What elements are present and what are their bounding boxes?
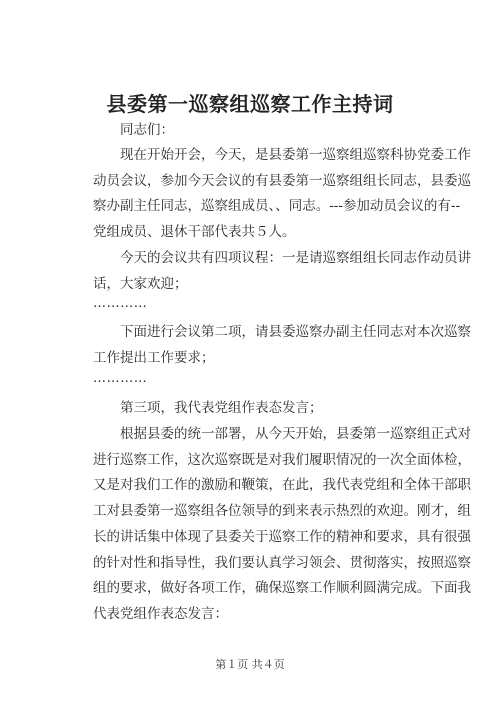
- paragraph-line: 话，大家欢迎；: [93, 275, 188, 292]
- page-number-footer: 第１页 共４页: [215, 658, 285, 671]
- paragraph-line: 工作提出工作要求；: [93, 349, 215, 366]
- ellipsis-separator: …………: [93, 296, 148, 311]
- paragraph-line: 动员会议，参加今天会议的有县委第一巡察组组长同志，县委巡: [93, 172, 471, 189]
- paragraph-line: 进行巡察工作，这次巡察既是对我们履职情况的一次全面体检，: [93, 451, 471, 468]
- paragraph-second-item: [93, 320, 471, 371]
- paragraph-line: 察办副主任同志，巡察组成员、、同志。---参加动员会议的有--: [93, 198, 461, 215]
- paragraph-line: 的针对性和指导性，我们要认真学习领会、贯彻落实，按照巡察: [93, 554, 471, 571]
- paragraph-line: 现在开始开会，今天，是县委第一巡察组巡察科协党委工作: [120, 147, 471, 163]
- paragraph-opening: [93, 143, 471, 246]
- greeting: [120, 118, 472, 144]
- document-title: 县委第一巡察组巡察工作主持词: [106, 92, 394, 116]
- paragraph-line: 下面进行会议第二项，请县委巡察办副主任同志对本次巡察: [120, 324, 471, 340]
- paragraph-third-item: [93, 396, 445, 422]
- paragraph-statement: [93, 422, 471, 628]
- paragraph-line: 党组成员、退休干部代表共５人。: [93, 224, 296, 241]
- ellipsis-separator: …………: [93, 371, 148, 386]
- paragraph-agenda: [93, 246, 471, 297]
- paragraph-line: 长的讲话集中体现了县委关于巡察工作的精神和要求，具有很强: [93, 528, 471, 545]
- paragraph-line: 又是对我们工作的激励和鞭策，在此，我代表党组和全体干部职: [93, 477, 471, 494]
- paragraph-line: 工对县委第一巡察组各位领导的到来表示热烈的欢迎。刚才，组: [93, 503, 471, 520]
- paragraph-line: 根据县委的统一部署，从今天开始，县委第一巡察组正式对: [120, 426, 471, 442]
- paragraph-line: 今天的会议共有四项议程：一是请巡察组组长同志作动员讲: [120, 250, 471, 266]
- paragraph-line: 第三项，我代表党组作表态发言；: [120, 400, 323, 416]
- greeting-text: 同志们：: [120, 122, 174, 138]
- paragraph-line: 组的要求，做好各项工作，确保巡察工作顺利圆满完成。下面我: [93, 580, 471, 597]
- paragraph-line: 代表党组作表态发言：: [93, 605, 228, 622]
